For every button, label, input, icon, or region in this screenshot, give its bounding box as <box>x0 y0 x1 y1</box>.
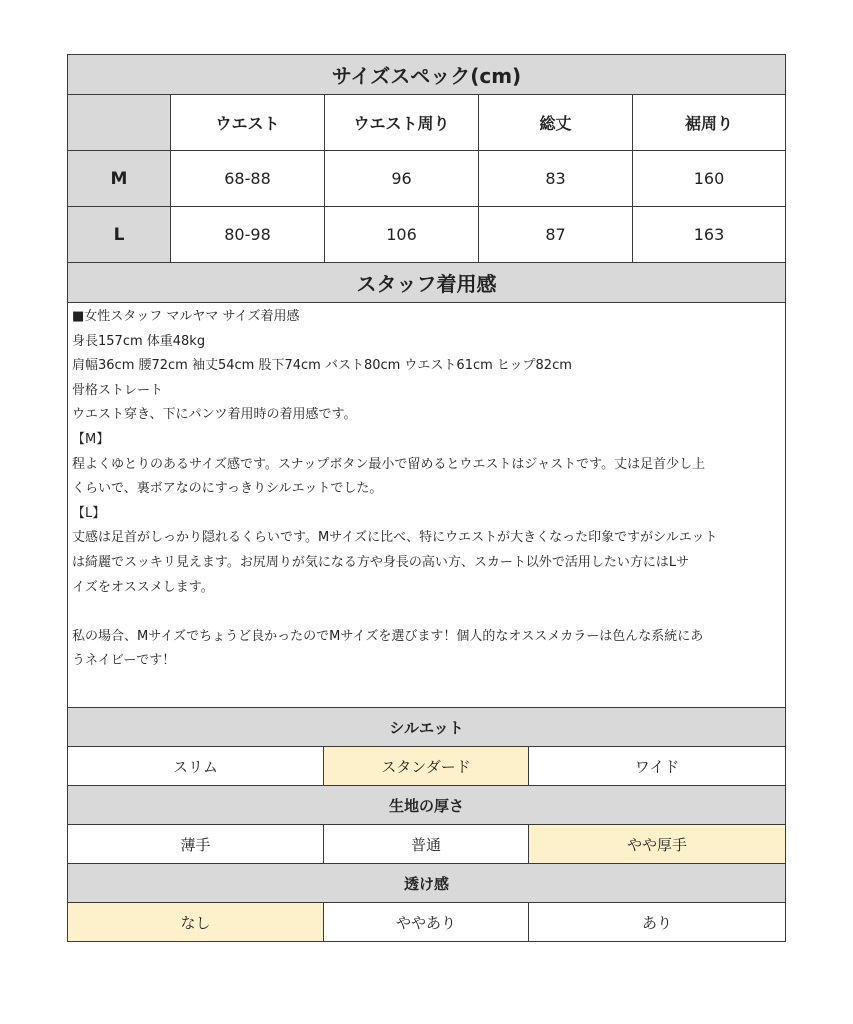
attr-option: スリム <box>68 747 324 786</box>
note-line: イズをオススメします。 <box>72 579 214 595</box>
spec-corner-cell <box>68 95 171 151</box>
size-spec-sheet <box>67 54 785 942</box>
attr-option: 普通 <box>324 825 529 864</box>
note-line: くらいで、裏ボアなのにすっきりシルエットでした。 <box>72 481 383 497</box>
attribute-table <box>67 707 786 942</box>
fabric-thickness-title: 生地の厚さ <box>68 786 786 825</box>
note-line: は綺麗でスッキリ見えます。お尻周りが気になる方や身長の高い方、スカート以外で活用したい方にはLサ <box>72 554 690 570</box>
attr-option: なし <box>68 903 324 942</box>
attr-option: ややあり <box>324 903 529 942</box>
attr-option: 薄手 <box>68 825 324 864</box>
spec-value: 106 <box>325 207 479 263</box>
attr-option: スタンダード <box>324 747 529 786</box>
col-header-hem-circumference: 裾周り <box>633 95 786 151</box>
note-line: ■女性スタッフ マルヤマ サイズ着用感 <box>72 309 300 324</box>
size-row-m <box>68 151 786 207</box>
note-line: ウエスト穿き、下にパンツ着用時の着用感です。 <box>72 407 357 423</box>
sheerness-options <box>68 903 786 942</box>
spec-value: 80-98 <box>171 207 325 263</box>
note-line: 丈感は足首がしっかり隠れるくらいです。Mサイズに比べ、特にウエストが大きくなった印象ですがシルエット <box>72 530 718 546</box>
size-row-l <box>68 207 786 263</box>
spec-header-row <box>68 95 786 151</box>
spec-value: 83 <box>479 151 633 207</box>
spec-value: 68-88 <box>171 151 325 207</box>
note-line: 私の場合、Mサイズでちょうど良かったのでMサイズを選びます！個人的なオススメカラーは色んな系統にあ <box>72 628 704 644</box>
sheerness-title: 透け感 <box>68 864 786 903</box>
attr-option: ワイド <box>529 747 786 786</box>
size-spec-table <box>67 54 786 708</box>
attr-option: やや厚手 <box>529 825 786 864</box>
spec-value: 163 <box>633 207 786 263</box>
note-line <box>72 600 781 625</box>
col-header-waist: ウエスト <box>171 95 325 151</box>
spec-value: 87 <box>479 207 633 263</box>
spec-value: 96 <box>325 151 479 207</box>
note-line: うネイビーです！ <box>72 653 176 669</box>
note-line: 骨格ストレート <box>72 382 164 398</box>
staff-impression-title: スタッフ着用感 <box>68 263 786 303</box>
note-line: 身長157cm 体重48kg <box>72 333 206 349</box>
silhouette-title: シルエット <box>68 708 786 747</box>
spec-value: 160 <box>633 151 786 207</box>
silhouette-options <box>68 747 786 786</box>
size-label: L <box>68 207 171 263</box>
note-line: 程よくゆとりのあるサイズ感です。スナップボタン最小で留めるとウエストはジャストです。丈は足首少し上 <box>72 456 706 472</box>
spec-title: サイズスペック(cm) <box>68 55 786 95</box>
note-line: 肩幅36cm 腰72cm 袖丈54cm 股下74cm バスト80cm ウエスト61cm ヒップ82cm <box>72 358 572 374</box>
size-label: M <box>68 151 171 207</box>
col-header-total-length: 総丈 <box>479 95 633 151</box>
note-line: 【M】 <box>72 431 110 447</box>
staff-impression-notes <box>68 303 786 708</box>
attr-option: あり <box>529 903 786 942</box>
col-header-waist-circumference: ウエスト周り <box>325 95 479 151</box>
note-line: 【L】 <box>72 505 106 521</box>
fabric-thickness-options <box>68 825 786 864</box>
